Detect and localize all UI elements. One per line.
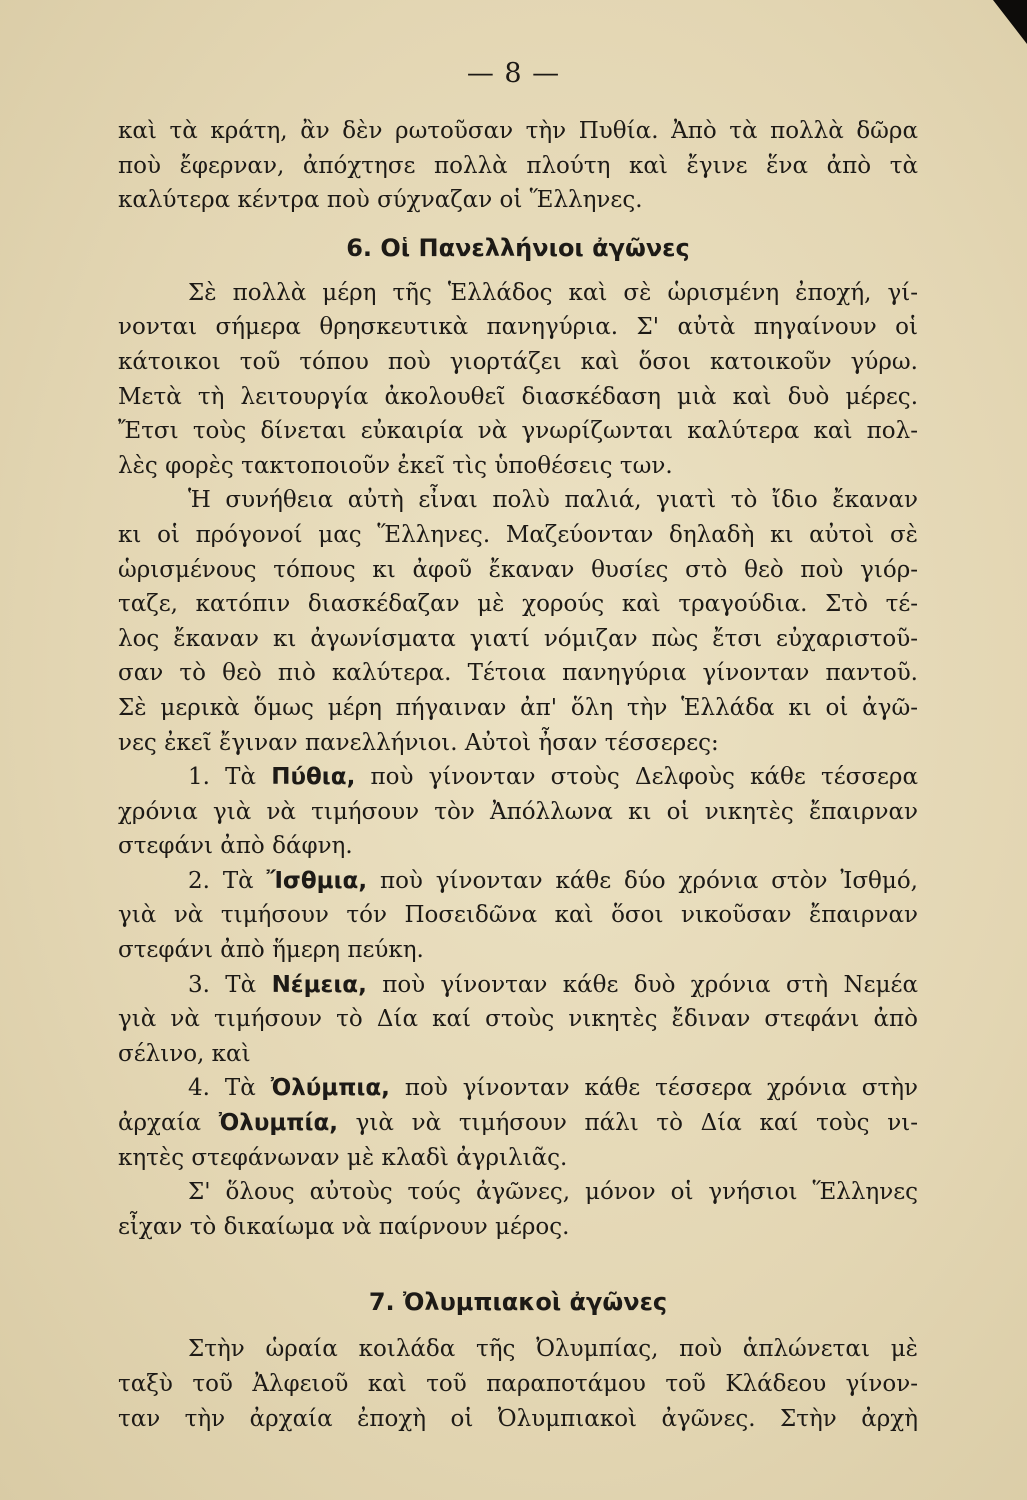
paragraph-line: Ἡ συνήθεια αὐτὴ εἶναι πολὺ παλιά, γιατὶ τὸ ἴδιο ἔκαναν <box>188 487 918 514</box>
paragraph-line: Μετὰ τὴ λειτουργία ἀκολουθεῖ διασκέδαση μιὰ καὶ δυὸ μέρες. <box>118 383 918 410</box>
paragraph-line: εἶχαν τὸ δικαίωμα νὰ παίρνουν μέρος. <box>118 1213 570 1240</box>
paragraph-line: ὡρισμένους τόπους κι ἀφοῦ ἔκαναν θυσίες στὸ θεὸ ποὺ γιόρ- <box>118 556 918 583</box>
item-text: ποὺ γίνονταν στοὺς Δελφοὺς κάθε τέσσερα <box>355 764 918 791</box>
list-item-olympia <box>118 1071 918 1106</box>
intro-line: καλύτερα κέντρα ποὺ σύχναζαν οἱ Ἕλληνες. <box>118 187 643 214</box>
games-name: Ὀλύμπια, <box>270 1075 390 1102</box>
page-number: — 8 — <box>466 58 561 89</box>
games-name: Πύθια, <box>271 764 356 791</box>
item-number: 1. Τὰ <box>188 764 272 791</box>
paragraph-line: κι οἱ πρόγονοί μας Ἕλληνες. Μαζεύονταν δηλαδὴ κι αὐτοὶ σὲ <box>118 521 918 548</box>
place-name: Ὀλυμπία, <box>218 1110 338 1137</box>
paragraph-line: ταζε, κατόπιν διασκέδαζαν μὲ χορούς καὶ τραγούδια. Στὸ τέ- <box>118 591 918 618</box>
item-text: γιὰ νὰ τιμήσουν πάλι τὸ Δία καί τοὺς νι- <box>337 1110 918 1137</box>
paragraph-line: σέλινο, καὶ <box>118 1040 251 1067</box>
paragraph-line: νονται σήμερα θρησκευτικὰ πανηγύρια. Σ' αὐτὰ πηγαίνουν οἱ <box>118 314 918 341</box>
paragraph-line: λος ἔκαναν κι ἀγωνίσματα γιατί νόμιζαν πὼς ἔτσι εὐχαριστοῦ- <box>118 625 918 652</box>
paragraph-line: κητὲς στεφάνωναν μὲ κλαδὶ ἀγριλιᾶς. <box>118 1144 568 1171</box>
intro-line: ποὺ ἔφερναν, ἀπόχτησε πολλὰ πλούτη καὶ ἔγινε ἕνα ἀπὸ τὰ <box>118 152 918 179</box>
list-item-nemeia <box>118 968 918 1003</box>
paragraph-line <box>118 1106 918 1141</box>
paragraph-line: χρόνια γιὰ νὰ τιμήσουν τὸν Ἀπόλλωνα κι οἱ νικητὲς ἔπαιρναν <box>118 798 918 825</box>
item-text: ἀρχαία <box>118 1110 219 1137</box>
item-text: ποὺ γίνονταν κάθε τέσσερα χρόνια στὴν <box>389 1075 918 1102</box>
section-7-heading: 7. Ὀλυμπιακοὶ ἀγῶνες <box>368 1288 668 1317</box>
paragraph-line: στεφάνι ἀπὸ ἥμερη πεύκη. <box>118 937 424 964</box>
games-name: Νέμεια, <box>271 971 367 998</box>
paragraph-line: σαν τὸ θεὸ πιὸ καλύτερα. Τέτοια πανηγύρια γίνονταν παντοῦ. <box>118 660 918 687</box>
paragraph-line: ταν τὴν ἀρχαία ἐποχὴ οἱ Ὀλυμπιακοὶ ἀγῶνες. Στὴν ἀρχὴ <box>118 1405 918 1432</box>
paragraph-line: λὲς φορὲς τακτοποιοῦν ἐκεῖ τὶς ὑποθέσεις των. <box>118 452 673 479</box>
games-name: Ἴσθμια, <box>266 867 368 894</box>
paragraph-line: κάτοικοι τοῦ τόπου ποὺ γιορτάζει καὶ ὅσοι κατοικοῦν γύρω. <box>118 348 918 375</box>
list-item-isthmia <box>118 864 918 899</box>
paragraph-line: Ἔτσι τοὺς δίνεται εὐκαιρία νὰ γνωρίζωνται καλύτερα καὶ πολ- <box>118 418 918 445</box>
paragraph-line: Σ' ὅλους αὐτοὺς τούς ἀγῶνες, μόνον οἱ γνήσιοι Ἕλληνες <box>188 1179 918 1206</box>
paragraph-line: Στὴν ὡραία κοιλάδα τῆς Ὀλυμπίας, ποὺ ἁπλώνεται μὲ <box>188 1336 918 1363</box>
item-number: 3. Τὰ <box>188 971 272 998</box>
paragraph-line: Σὲ πολλὰ μέρη τῆς Ἑλλάδος καὶ σὲ ὡρισμένη ἐποχή, γί- <box>188 279 918 306</box>
paragraph-line: Σὲ μερικὰ ὅμως μέρη πήγαιναν ἀπ' ὅλη τὴν Ἑλλάδα κι οἱ ἀγῶ- <box>118 694 918 721</box>
paragraph-line: νες ἐκεῖ ἔγιναν πανελλήνιοι. Αὐτοὶ ἦσαν τέσσερες: <box>118 729 719 756</box>
paragraph-line: στεφάνι ἀπὸ δάφνη. <box>118 833 353 860</box>
item-text: ποὺ γίνονταν κάθε δυὸ χρόνια στὴ Νεμέα <box>366 971 918 998</box>
section-6-heading: 6. Οἱ Πανελλήνιοι ἀγῶνες <box>346 233 690 262</box>
intro-line: καὶ τὰ κράτη, ἂν δὲν ρωτοῦσαν τὴν Πυθία. Ἀπὸ τὰ πολλὰ δῶρα <box>118 118 918 144</box>
page-content <box>118 114 918 1436</box>
paragraph-line: ταξὺ τοῦ Ἀλφειοῦ καὶ τοῦ παραποτάμου τοῦ Κλάδεου γίνον- <box>118 1371 918 1397</box>
paragraph-line: γιὰ νὰ τιμήσουν τὸ Δία καί στοὺς νικητὲς ἔδιναν στεφάνι ἀπὸ <box>118 1006 918 1033</box>
item-number: 4. Τὰ <box>188 1075 271 1102</box>
list-item-pythia <box>118 760 918 795</box>
item-number: 2. Τὰ <box>188 867 267 894</box>
item-text: ποὺ γίνονταν κάθε δύο χρόνια στὸν Ἰσθμό, <box>367 867 918 894</box>
paragraph-line: γιὰ νὰ τιμήσουν τόν Ποσειδῶνα καὶ ὅσοι νικοῦσαν ἔπαιρναν <box>118 902 918 929</box>
scan-corner-mark <box>993 0 1027 44</box>
